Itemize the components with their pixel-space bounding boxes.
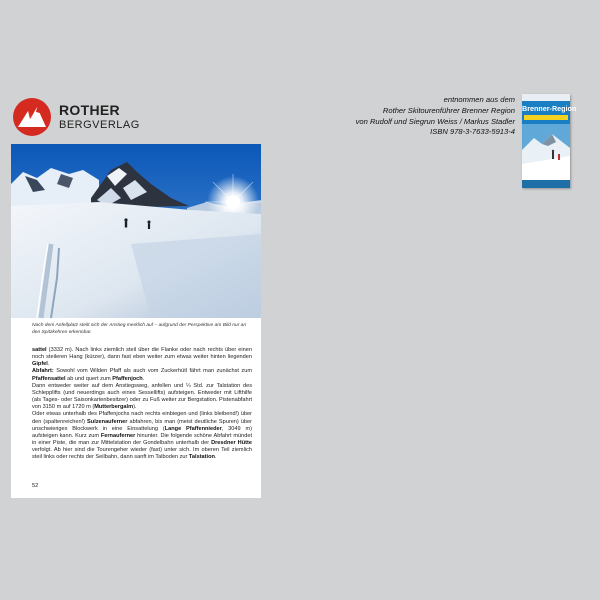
text-run: abfahren, bis man (meist deutliche Spuren) über unschwieriges Blockwerk in eine Einsattelung ( bbox=[32, 418, 253, 432]
section-label: Abfahrt: bbox=[32, 368, 54, 375]
mountain-logo-icon bbox=[12, 97, 52, 137]
paragraph bbox=[32, 411, 252, 461]
credit-line: von Rudolf und Siegrun Weiss / Markus Stadler bbox=[355, 116, 515, 126]
text-run: verfolgt. Ab hier sind die Tourengeher wieder (fast) unter sich. Im oberen Teil ziemlich steil links oder rechts der Seilbahn, dann sanft im Talboden zur bbox=[32, 447, 252, 461]
text-run: ab und quert zum bbox=[65, 375, 113, 382]
cover-subtitle-bar bbox=[524, 115, 568, 120]
logo-name: ROTHER bbox=[59, 102, 120, 118]
place-name: Pfaffensattel bbox=[32, 375, 66, 382]
paragraph bbox=[32, 347, 252, 368]
page-number: 52 bbox=[32, 483, 39, 489]
text-run: (3332 m). Nach links ziemlich steil über die Flanke oder nach rechts über einen noch steileren Hang (kürzer), dann fast eben weiter zum etwas weiter hinten liegenden bbox=[32, 347, 252, 361]
source-credit bbox=[295, 95, 515, 138]
place-name: Dresdner Hütte bbox=[211, 440, 252, 447]
text-run: . bbox=[142, 375, 145, 382]
book-cover bbox=[522, 94, 577, 188]
place-name: Fernauferner bbox=[100, 432, 136, 439]
ski-tour-photo bbox=[11, 144, 261, 318]
place-name: Talstation bbox=[188, 454, 215, 461]
place-name: Pfaffenjoch bbox=[112, 375, 143, 382]
text-run: , 3049 m) aufsteigen kann. Kurz zum bbox=[32, 425, 252, 439]
credit-line: entnommen aus dem bbox=[443, 95, 515, 104]
cover-title: Brenner-Region bbox=[522, 104, 577, 113]
page-body-text bbox=[32, 347, 252, 462]
paragraph bbox=[32, 383, 252, 412]
paragraph bbox=[32, 368, 252, 382]
place-name: Mutterbergalm bbox=[94, 404, 134, 411]
credit-line: ISBN 978-3-7633-5913-4 bbox=[430, 127, 515, 137]
text-run: . bbox=[47, 361, 50, 368]
place-name: Gipfel bbox=[32, 361, 48, 368]
text-run: . bbox=[214, 454, 217, 461]
cover-header-strip bbox=[522, 94, 570, 101]
credit-line: Rother Skitourenführer Brenner Region bbox=[382, 105, 515, 115]
rother-logo bbox=[12, 97, 152, 141]
cover-photo bbox=[522, 124, 570, 180]
photo-caption: Nach dem Anfellplatz steilt sich der Anstieg merklich auf – aufgrund der Perspektive am Bild nur an den Spitzkehren erkennbar. bbox=[32, 323, 247, 335]
logo-subtitle: BERGVERLAG bbox=[59, 119, 140, 131]
text-run: Oder etwas unterhalb des Pfaffenjochs nach rechts einbiegen und (links bleibend!) über den (spaltenreichen!) bbox=[32, 411, 252, 425]
place-name: Sulzenauferner bbox=[87, 418, 128, 425]
book-page bbox=[11, 144, 261, 498]
text-run: hinunter. Die folgende schöne Abfahrt mündet in einer Piste, die man zur Mittelstation der Gondelbahn unterhalb der bbox=[32, 432, 252, 447]
text-run: Sowohl vom Wilden Pfaff als auch vom Zuckerhütl fährt man zunächst zum bbox=[53, 368, 252, 375]
place-name: Lange Pfaffennieder bbox=[164, 425, 222, 432]
cover-footer-strip bbox=[522, 180, 570, 188]
text-run: Dann entweder weiter auf dem Anstiegsweg, anfellen und ¼ Std. zur Talstation des Schlepplifts (und neuerdings auch eines Sessellifts) aufsteigen. Entweder mit Lifthilfe (als Tages- oder Saisonkartenbesitzer) oder zu Fuß weiter zur Bergstation. Pistenabfahrt von 3150 m auf 1720 m ( bbox=[32, 382, 252, 411]
place-name: sattel bbox=[32, 347, 47, 353]
text-run: ). bbox=[133, 404, 137, 411]
